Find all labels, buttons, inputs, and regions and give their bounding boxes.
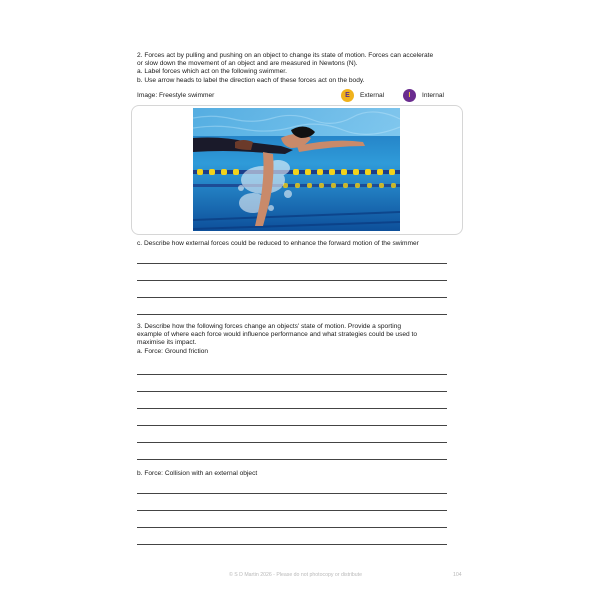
answer-line[interactable] xyxy=(137,374,447,375)
question-2-line: or slow down the movement of an object and are measured in Newtons (N). xyxy=(137,60,358,68)
question-2a-line: a. Label forces which act on the following swimmer. xyxy=(137,68,287,76)
answer-line[interactable] xyxy=(137,263,447,264)
legend-external xyxy=(341,89,384,102)
question-3-line: example of where each force would influence performance and what strategies could be used to xyxy=(137,331,418,339)
question-3-line: maximise its impact. xyxy=(137,339,197,347)
answer-line[interactable] xyxy=(137,425,447,426)
answer-line[interactable] xyxy=(137,314,447,315)
question-3-line: 3. Describe how the following forces change an objects' state of motion. Provide a sporting xyxy=(137,323,402,330)
question-2-line: 2. Forces act by pulling and pushing on an object to change its state of motion. Forces can accelerate xyxy=(137,52,434,59)
question-3-text xyxy=(137,323,467,356)
swimmer-photo xyxy=(193,108,400,231)
page-number: 104 xyxy=(453,572,462,578)
question-3a-line: a. Force: Ground friction xyxy=(137,347,209,355)
question-2c-text: c. Describe how external forces could be reduced to enhance the forward motion of the swimmer xyxy=(137,240,419,247)
copyright-notice: © S D Martin 2026 - Please do not photocopy or distribute xyxy=(229,572,363,578)
legend-internal xyxy=(403,89,444,102)
internal-badge-icon: I xyxy=(403,89,416,102)
question-2-text xyxy=(137,52,467,85)
external-badge-icon: E xyxy=(341,89,354,102)
answer-line[interactable] xyxy=(137,493,447,494)
answer-line[interactable] xyxy=(137,510,447,511)
answer-line[interactable] xyxy=(137,459,447,460)
answer-line[interactable] xyxy=(137,527,447,528)
answer-line[interactable] xyxy=(137,544,447,545)
image-caption: Image: Freestyle swimmer xyxy=(137,92,215,99)
answer-line[interactable] xyxy=(137,442,447,443)
legend-internal-label: Internal xyxy=(422,92,444,99)
answer-line[interactable] xyxy=(137,280,447,281)
answer-line[interactable] xyxy=(137,408,447,409)
answer-line[interactable] xyxy=(137,297,447,298)
legend-external-label: External xyxy=(360,92,385,99)
question-2b-line: b. Use arrow heads to label the direction each of these forces act on the body. xyxy=(137,76,365,84)
answer-line[interactable] xyxy=(137,391,447,392)
question-3b-text: b. Force: Collision with an external object xyxy=(137,470,258,477)
swimmer-image-icon xyxy=(193,108,400,231)
